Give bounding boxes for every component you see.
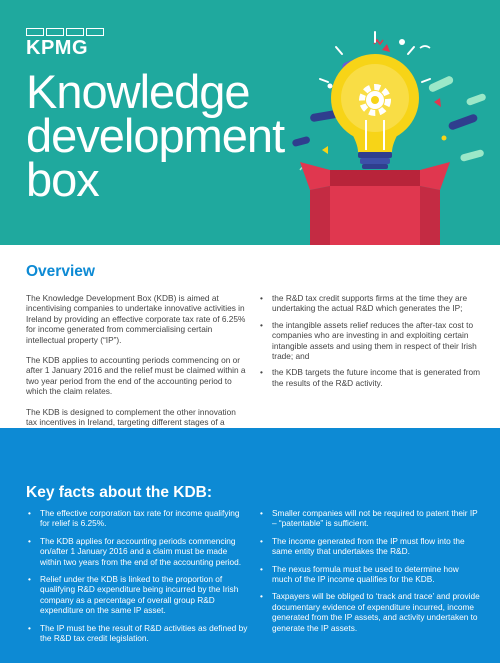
hero-banner bbox=[0, 0, 500, 245]
overview-paragraph: The Knowledge Development Box (KDB) is aimed at incentivising companies to undertake innovative activities in Ireland by providing an effective corporate tax rate of 6.25% for income generated from commercialising certain intellectual property (“IP”). bbox=[26, 293, 246, 345]
list-item: • Smaller companies will not be required to patent their IP – “patentable” is sufficient. bbox=[258, 508, 480, 529]
open-box-icon bbox=[300, 162, 450, 245]
page-title bbox=[26, 65, 285, 206]
key-facts-left-column bbox=[26, 508, 248, 650]
overview-heading: Overview bbox=[26, 263, 95, 280]
list-item: • The nexus formula must be used to determine how much of the IP income qualifies for the KDB. bbox=[258, 564, 480, 585]
list-item: • The effective corporation tax rate for income qualifying for relief is 6.25%. bbox=[26, 508, 248, 529]
key-facts-right-column bbox=[258, 508, 480, 640]
overview-section bbox=[0, 245, 500, 428]
overview-paragraph: The KDB applies to accounting periods commencing on or after 1 January 2016 and the relief must be claimed within a two year period from the end of the accounting period to which the claim relates. bbox=[26, 355, 246, 397]
key-facts-list-left bbox=[26, 508, 248, 643]
logo-text: KPMG bbox=[26, 37, 88, 59]
list-item: • the KDB targets the future income that is generated from the results of the R&D activity. bbox=[258, 367, 480, 388]
key-facts-heading: Key facts about the KDB: bbox=[26, 484, 213, 501]
overview-left-column bbox=[26, 293, 248, 448]
key-facts-section bbox=[0, 428, 500, 663]
overview-paragraph: The KDB is designed to complement the other innovation tax incentives in Ireland, targeting different stages of a bbox=[26, 406, 236, 428]
lightbulb-box-illustration bbox=[270, 20, 500, 245]
list-item: • The KDB applies for accounting periods commencing on/after 1 January 2016 and a claim must be made within two years from the end of the accounting period. bbox=[26, 536, 248, 567]
kpmg-logo bbox=[26, 28, 104, 58]
list-item: • Relief under the KDB is linked to the proportion of qualifying R&D expenditure being incurred by the Irish company as a percentage of overall group R&D expenditure on the same IP asset. bbox=[26, 574, 248, 616]
list-item: • the intangible assets relief reduces the after-tax cost to companies who are investing in and exploiting certain intangible assets and using them in respect of their Irish trade; and bbox=[258, 320, 480, 362]
title-line-1: Knowledge bbox=[26, 65, 250, 118]
logo-boxes bbox=[26, 28, 104, 36]
title-line-2: development bbox=[26, 109, 285, 162]
overview-right-column bbox=[258, 293, 480, 394]
list-item: • Taxpayers will be obliged to ‘track and trace’ and provide documentary evidence of expenditure incurred, income generated from the IP assets, and activity undertaken to generate the IP assets. bbox=[258, 591, 480, 633]
list-item: • the R&D tax credit supports firms at the time they are undertaking the actual R&D which generates the IP; bbox=[258, 293, 480, 314]
key-facts-list-right bbox=[258, 508, 480, 633]
list-item: • The IP must be the result of R&D activities as defined by the R&D tax credit legislation. bbox=[26, 623, 248, 644]
overview-bullet-list bbox=[258, 293, 480, 388]
title-line-3: box bbox=[26, 153, 99, 206]
lightbulb-icon bbox=[331, 54, 419, 169]
list-item: • The income generated from the IP must flow into the same entity that undertakes the R&D. bbox=[258, 536, 480, 557]
